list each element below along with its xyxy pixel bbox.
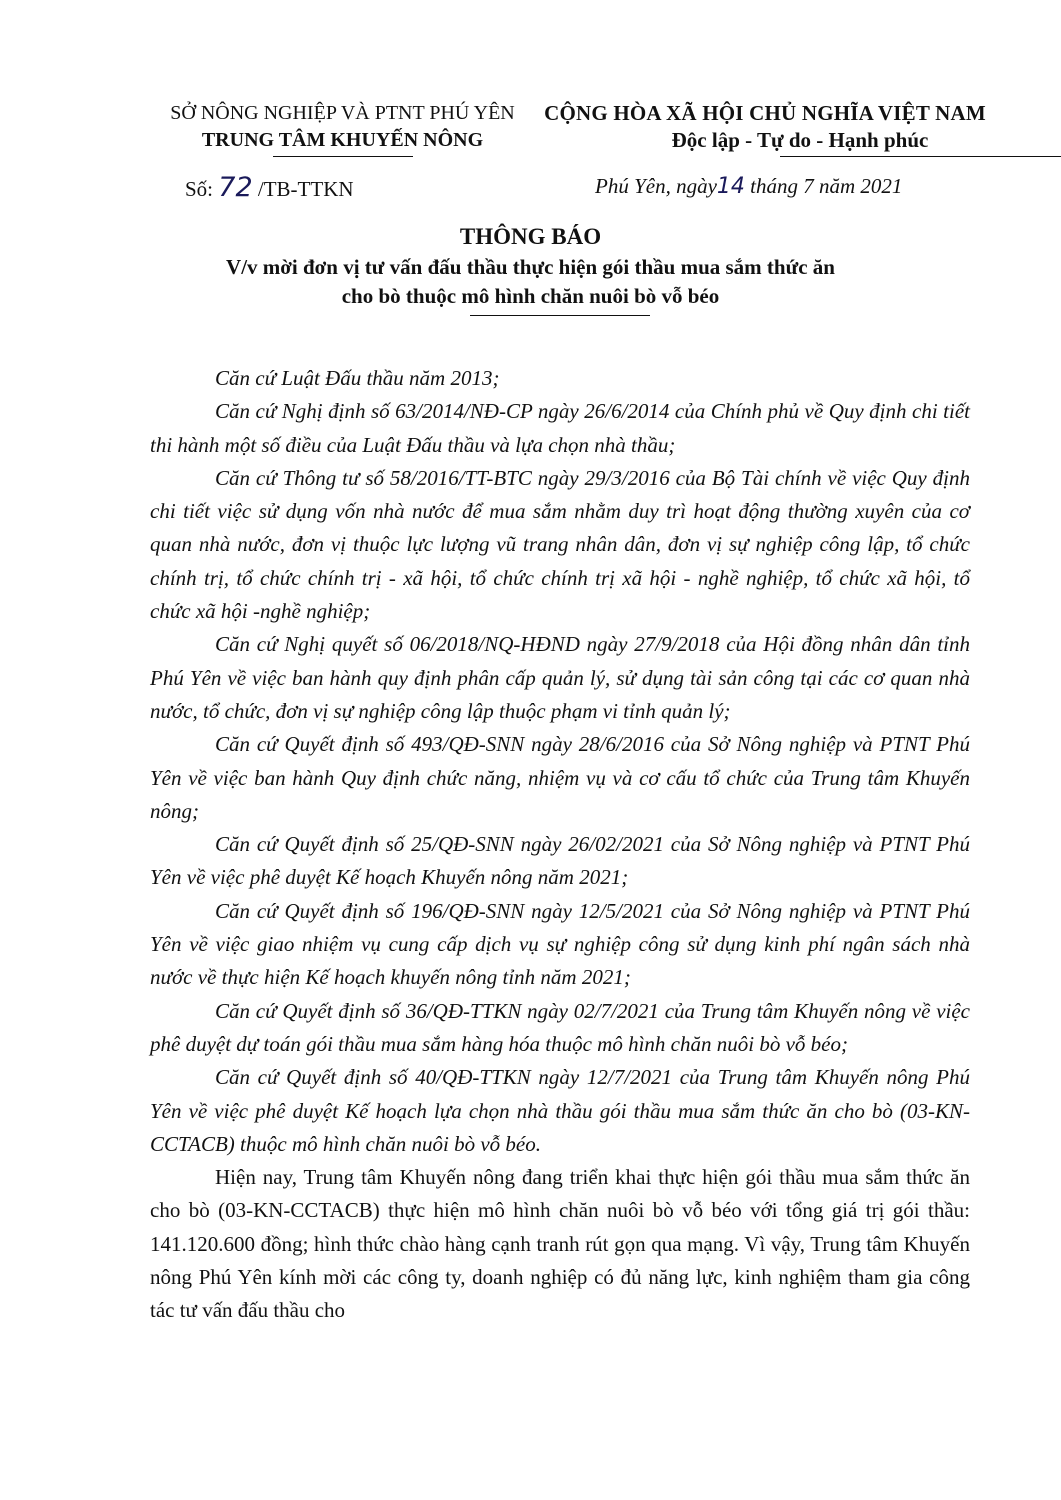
legal-basis-9: Căn cứ Quyết định số 40/QĐ-TTKN ngày 12/7/2021 của Trung tâm Khuyến nông Phú Yên về việc phê duyệt Kế hoạch lựa chọn nhà thầu gói thầu mua sắm thức ăn cho bò (03-KN-CCTACB) thuộc mô hình chăn nuôi bò vỗ béo. xyxy=(150,1065,970,1156)
legal-basis-4: Căn cứ Nghị quyết số 06/2018/NQ-HĐND ngày 27/9/2018 của Hội đồng nhân dân tỉnh Phú Yên về việc ban hành quy định phân cấp quản lý, sử dụng tài sản công tại các cơ quan nhà nước, tổ chức, đơn vị sự nghiệp công lập thuộc phạm vi tỉnh quản lý; xyxy=(150,632,970,723)
issuing-unit: TRUNG TÂM KHUYẾN NÔNG xyxy=(201,129,484,151)
document-title: THÔNG BÁO xyxy=(459,224,602,249)
document-number: Số: 72 /TB-TTKN xyxy=(185,172,354,203)
legal-basis-8: Căn cứ Quyết định số 36/QĐ-TTKN ngày 02/7/2021 của Trung tâm Khuyến nông về việc phê duyệt dự toán gói thầu mua sắm hàng hóa thuộc mô hình chăn nuôi bò vỗ béo; xyxy=(150,998,970,1056)
parent-agency: SỞ NÔNG NGHIỆP VÀ PTNT PHÚ YÊN xyxy=(170,102,515,124)
national-header xyxy=(530,100,1000,157)
date-day: 14 xyxy=(716,174,745,199)
document-subject: V/v mời đơn vị tư vấn đấu thầu thực hiện gói thầu mua sắm thức ăn cho bò thuộc mô hình chăn nuôi bò vỗ béo xyxy=(226,255,835,308)
legal-basis-2: Căn cứ Nghị định số 63/2014/NĐ-CP ngày 26/6/2014 của Chính phủ về Quy định chi tiết thi hành một số điều của Luật Đấu thầu và lựa chọn nhà thầu; xyxy=(150,399,970,457)
number-value: 72 xyxy=(218,172,253,203)
subject-underline xyxy=(470,315,650,316)
document-body xyxy=(150,362,970,1328)
issuer-underline xyxy=(273,156,413,157)
motto-underline xyxy=(780,156,1061,157)
national-motto: Độc lập - Tự do - Hạnh phúc xyxy=(671,128,929,152)
legal-basis-3: Căn cứ Thông tư số 58/2016/TT-BTC ngày 29/3/2016 của Bộ Tài chính về việc Quy định chi tiết việc sử dụng vốn nhà nước để mua sắm nhằm duy trì hoạt động thường xuyên của cơ quan nhà nước, đơn vị thuộc lực lượng vũ trang nhân dân, đơn vị sự nghiệp công lập, tổ chức chính trị, tổ chức chính trị - xã hội, tổ chức chính trị xã hội - nghề nghiệp, tổ chức xã hội, tổ chức xã hội -nghề nghiệp; xyxy=(150,465,970,624)
legal-basis-7: Căn cứ Quyết định số 196/QĐ-SNN ngày 12/5/2021 của Sở Nông nghiệp và PTNT Phú Yên về việc giao nhiệm vụ cung cấp dịch vụ sự nghiệp công sử dụng kinh phí ngân sách nhà nước về thực hiện Kế hoạch khuyến nông tỉnh năm 2021; xyxy=(150,898,970,990)
legal-basis-1: Căn cứ Luật Đấu thầu năm 2013; xyxy=(215,366,500,390)
document-date: Phú Yên, ngày14 tháng 7 năm 2021 xyxy=(595,174,903,199)
national-title: CỘNG HÒA XÃ HỘI CHỦ NGHĨA VIỆT NAM xyxy=(544,101,986,125)
legal-basis-6: Căn cứ Quyết định số 25/QĐ-SNN ngày 26/02/2021 của Sở Nông nghiệp và PTNT Phú Yên về việc phê duyệt Kế hoạch Khuyến nông năm 2021; xyxy=(150,832,970,890)
issuer-block xyxy=(150,100,535,157)
main-paragraph: Hiện nay, Trung tâm Khuyến nông đang triển khai thực hiện gói thầu mua sắm thức ăn cho bò (03-KN-CCTACB) thực hiện mô hình chăn nuôi bò vỗ béo với tổng giá trị gói thầu: 141.120.600 đồng; hình thức chào hàng cạnh tranh rút gọn qua mạng. Vì vậy, Trung tâm Khuyến nông Phú Yên kính mời các công ty, doanh nghiệp có đủ năng lực, kinh nghiệm tham gia công tác tư vấn đấu thầu cho xyxy=(150,1165,970,1323)
legal-basis-5: Căn cứ Quyết định số 493/QĐ-SNN ngày 28/6/2016 của Sở Nông nghiệp và PTNT Phú Yên về việc ban hành Quy định chức năng, nhiệm vụ và cơ cấu tổ chức của Trung tâm Khuyến nông; xyxy=(150,732,970,823)
